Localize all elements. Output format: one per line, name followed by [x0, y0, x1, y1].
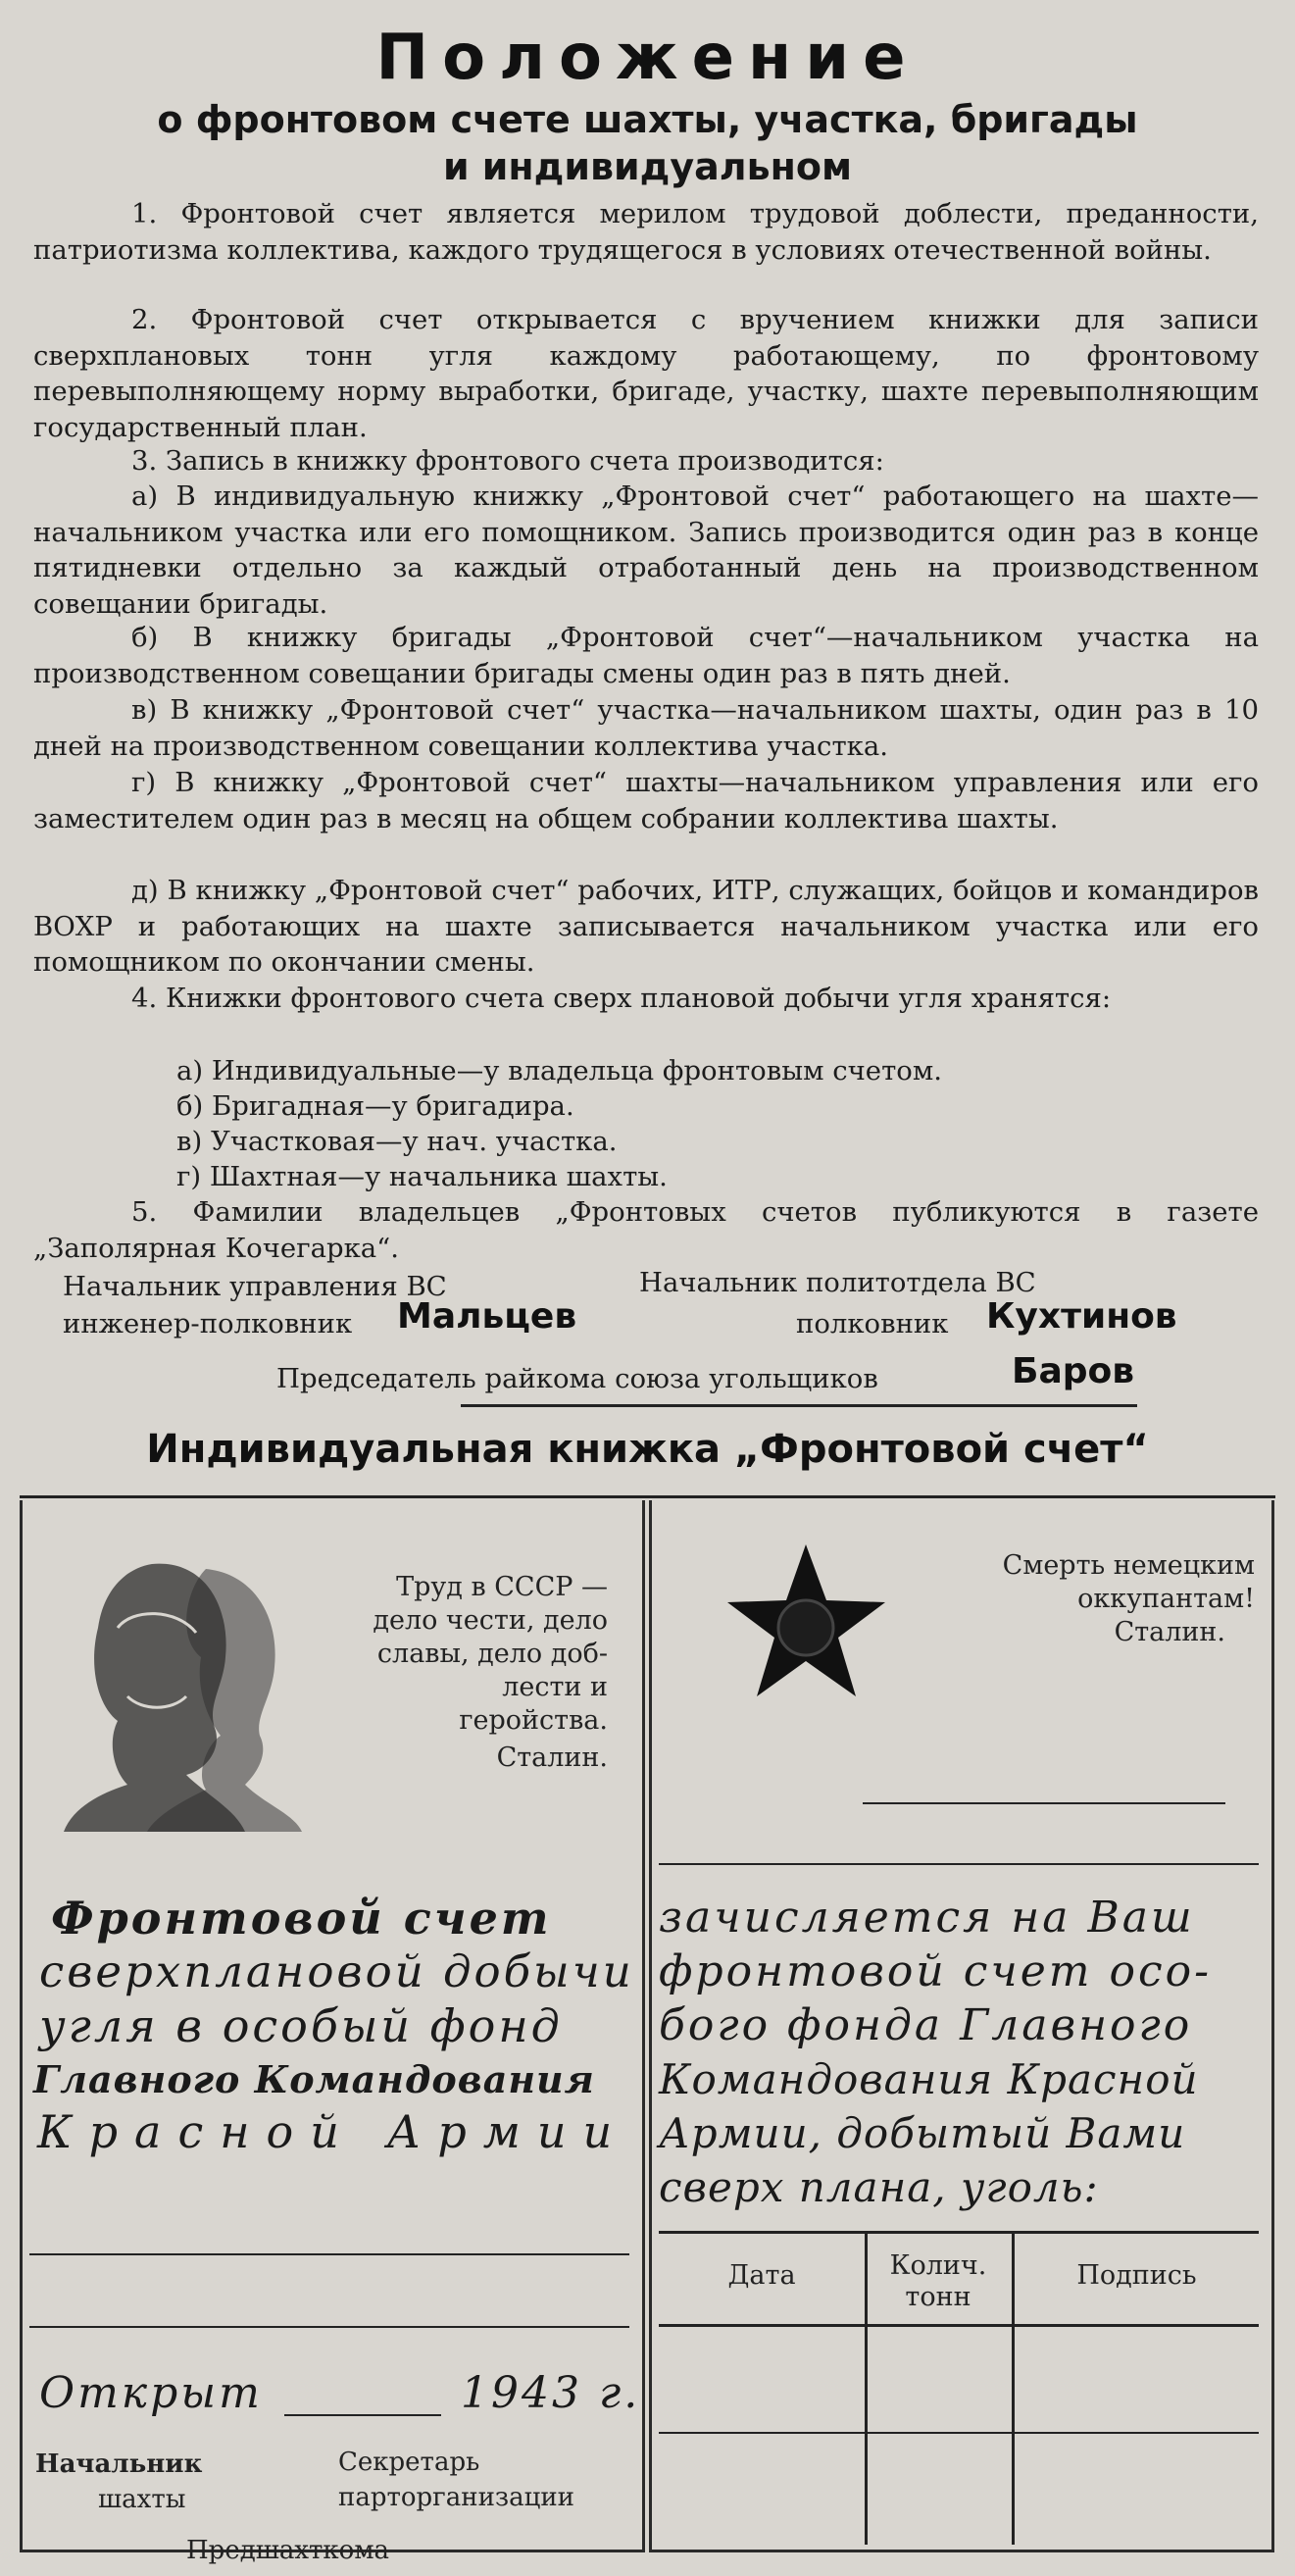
portrait-lenin-stalin-icon — [59, 1549, 304, 1834]
signature-right-rank: полковник — [796, 1308, 949, 1339]
quote-right-line-2: оккупантам! — [1077, 1584, 1255, 1614]
paragraph-2: 2. Фронтовой счет открывается с вручением книжки для записи сверхплановых тонн угля каждому работающему, по фронтовому перевыполняющему норму выработки, бригаде, участку, шахте перевыполняющим государственный план. — [33, 304, 1259, 443]
paragraph-4: 4. Книжки фронтового счета сверх плановой добычи угля хранятся: — [131, 983, 1112, 1014]
paragraph-3: 3. Запись в книжку фронтового счета производится: — [131, 445, 884, 477]
opened-blank-line — [284, 2414, 441, 2416]
tonnage-table — [659, 2231, 1259, 2545]
left-heading-line-2: сверхплановой добычи — [39, 1945, 634, 1997]
signature-left-rank: инженер-полковник — [63, 1308, 353, 1339]
paragraph-3b: б) В книжку бригады „Фронтовой счет“—начальником участка на производственном совещании бригады смены один раз в пять дней. — [33, 622, 1259, 689]
footer-mine-committee: Предшахткома — [186, 2536, 390, 2565]
quote-right-author: Сталин. — [1114, 1617, 1225, 1647]
paragraph-5: 5. Фамилии владельцев „Фронтовых счетов публикуются в газете „Заполярная Кочегарка“. — [33, 1196, 1259, 1264]
document-subtitle-line1: о фронтовом счете шахты, участка, бригады — [157, 98, 1138, 141]
paragraph-3d: д) В книжку „Фронтовой счет“ рабочих, ИТР, служащих, бойцов и командиров ВОХР и работающих на шахте записывается начальником участка или его помощником по окончании смены. — [33, 875, 1259, 978]
left-page-blank-line-2 — [29, 2326, 629, 2328]
signature-left-name: Мальцев — [397, 1296, 577, 1337]
right-page-blank-line-2 — [659, 1863, 1259, 1865]
booklet-title: Индивидуальная книжка „Фронтовой счет“ — [146, 1427, 1149, 1472]
footer-mine-head-1: Начальник — [35, 2450, 203, 2479]
signature-bottom-name: Баров — [1012, 1351, 1135, 1391]
booklet-top-border — [20, 1495, 1275, 1498]
right-heading-line-1: зачисляется на Ваш — [659, 1893, 1195, 1943]
storage-item-v: в) Участковая—у нач. участка. — [176, 1126, 618, 1157]
opened-year: 1943 г. — [461, 2368, 641, 2418]
table-col-line-1 — [865, 2231, 868, 2545]
left-page-blank-line-1 — [29, 2253, 629, 2255]
table-header-date: Дата — [727, 2260, 796, 2291]
quote-left-line-2: дело чести, дело — [373, 1605, 608, 1636]
right-heading-line-2: фронтовой счет осо- — [659, 1946, 1212, 1996]
table-row-line — [659, 2432, 1259, 2434]
footer-secretary-2: парторганизации — [338, 2483, 574, 2512]
left-heading-line-1: Фронтовой счет — [51, 1892, 552, 1945]
opened-label: Открыт — [39, 2368, 263, 2418]
quote-left-line-4: лести и геройства. — [459, 1672, 608, 1736]
table-header-signature: Подпись — [1076, 2260, 1197, 2291]
table-top-line — [659, 2231, 1259, 2234]
quote-right — [941, 1549, 1255, 1649]
quote-left-line-3: славы, дело доб- — [376, 1639, 608, 1669]
paragraph-3v: в) В книжку „Фронтовой счет“ участка—начальником шахты, один раз в 10 дней на производственном совещании коллектива участка. — [33, 694, 1259, 762]
divider-rule — [461, 1404, 1137, 1407]
quote-left-line-1: Труд в СССР — — [396, 1572, 608, 1602]
right-heading-line-6: сверх плана, уголь: — [659, 2163, 1099, 2211]
signature-left-title: Начальник управления ВС — [63, 1271, 447, 1302]
quote-left-author: Сталин. — [496, 1743, 608, 1773]
left-heading-line-4: Главного Командования — [33, 2057, 595, 2101]
document-title: Положение — [375, 22, 920, 94]
quote-left — [368, 1571, 608, 1775]
storage-item-a: а) Индивидуальные—у владельца фронтовым счетом. — [176, 1055, 942, 1086]
table-header-line — [659, 2324, 1259, 2327]
right-heading-line-4: Командования Красной — [659, 2055, 1199, 2103]
signature-right-title: Начальник политотдела ВС — [639, 1267, 1036, 1298]
footer-mine-head-2: шахты — [98, 2485, 186, 2514]
document-subtitle-line2: и индивидуальном — [442, 145, 853, 188]
storage-item-g: г) Шахтная—у начальника шахты. — [176, 1161, 668, 1192]
paragraph-3a: а) В индивидуальную книжку „Фронтовой счет“ работающего на шахте—начальником участка или его помощником. Запись производится один раз в конце пятидневки отдельно за каждый отработанный день на производственном совещании бригады. — [33, 480, 1259, 620]
quote-right-line-1: Смерть немецким — [1002, 1550, 1255, 1581]
right-heading-line-3: бого фонда Главного — [659, 2000, 1193, 2050]
red-star-order-icon — [721, 1540, 892, 1711]
signature-bottom-title: Председатель райкома союза угольщиков — [276, 1363, 878, 1394]
footer-secretary-1: Секретарь — [338, 2448, 480, 2477]
right-page-blank-line-1 — [863, 1802, 1225, 1804]
storage-item-b: б) Бригадная—у бригадира. — [176, 1090, 574, 1122]
left-heading-line-5: Красной Армии — [37, 2105, 629, 2158]
left-heading-line-3: угля в особый фонд — [39, 1999, 563, 2052]
table-header-tons: Колич. тонн — [889, 2250, 987, 2312]
paragraph-1: 1. Фронтовой счет является мерилом трудовой доблести, преданности, патриотизма коллектива, каждого трудящегося в условиях отечественной войны. — [33, 198, 1259, 266]
signature-right-name: Кухтинов — [986, 1296, 1177, 1337]
right-heading-line-5: Армии, добытый Вами — [659, 2109, 1186, 2157]
paragraph-3g: г) В книжку „Фронтовой счет“ шахты—начальником управления или его заместителем один раз в месяц на общем собрании коллектива шахты. — [33, 767, 1259, 834]
